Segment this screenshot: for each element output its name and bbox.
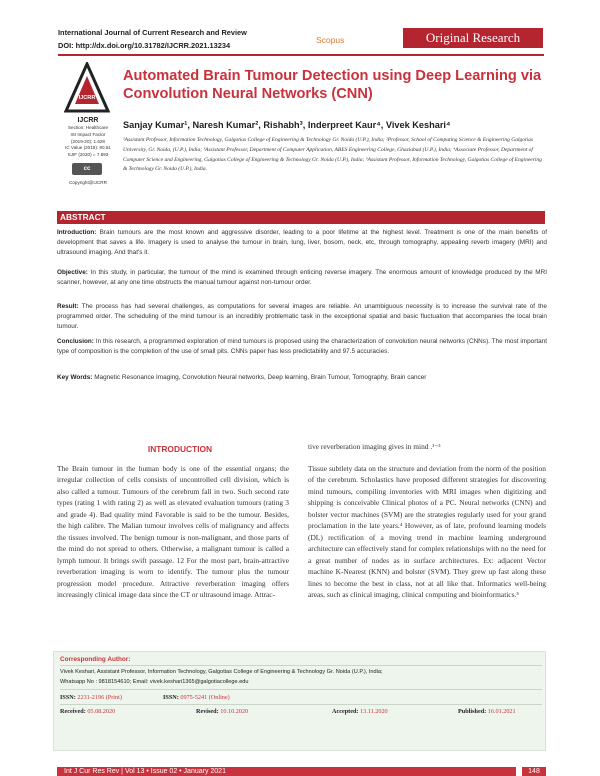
date-label: Received: — [60, 708, 86, 715]
metric-line: Section: Healthcare — [67, 125, 109, 130]
copyright-text: Copyright@IJCRR — [69, 180, 107, 185]
cc-license-icon: cc — [72, 163, 102, 175]
date-value: 10.10.2020 — [220, 708, 249, 715]
journal-name: International Journal of Current Research and Review — [58, 28, 247, 37]
correspondence-box — [53, 651, 546, 751]
abstract-label: Introduction: — [57, 229, 97, 236]
abstract-label: Conclusion: — [57, 338, 94, 345]
divider — [60, 689, 542, 690]
abstract-text: The process has had several challenges, as computations for several images are reliable. An unambiguous necessity is to increase the survival rate of the programmed order. The scheduling of the mind tumour is an incredibly problematic task in the exceptional spatial and basic fluctuation that accompanies the local brain tumour. — [57, 303, 547, 330]
abstract-result — [57, 302, 547, 332]
divider — [60, 665, 542, 666]
issn-value: 0975-5241 (Online) — [180, 694, 230, 701]
intro-right-continuation: tive reverberation imaging gives in mind .¹⁻³ — [308, 442, 441, 451]
abstract-text: Brain tumours are the most known and aggressive disorder, leading to a poor lifetime at the highest level. Treatment is one of the main benefits of development that saves a life. Imagery is used to analyse the tumour in brain, lung, liver, bosom, neck, etc, through tomography, appealing reverb imagery (MRI) and ultrasound imaging. And that's it. — [57, 229, 547, 256]
metric-line: (2019-20): 1.628 — [71, 138, 105, 144]
corresponding-author-title: Corresponding Author: — [60, 656, 131, 663]
corresponding-author-contact: Whatsapp No : 9818154610; Email: vivek.keshari1365@galgotiacollege.edu — [60, 679, 249, 685]
journal-metrics — [56, 116, 120, 159]
journal-abbrev: IJCRR — [77, 117, 99, 124]
metric-line: IC Value (2019): 90.81 — [65, 145, 111, 151]
abstract-label: Key Words: — [57, 374, 93, 381]
abstract-text: In this study, in particular, the tumour of the mind is examined through enticing reverse imagery. The enormous amount of knowledge produced by the MRI scanner, however, at any one time obstructs the manual tumour against non-tumour order. — [57, 269, 547, 286]
metric-line: ISI Impact Factor — [70, 131, 106, 137]
doi-link[interactable]: DOI: http://dx.doi.org/10.31782/IJCRR.2021.13234 — [58, 41, 231, 50]
issn-online — [163, 694, 230, 701]
abstract-keywords — [57, 373, 547, 383]
logo-letters: IJCRR — [78, 95, 96, 101]
ijcrr-logo-icon — [64, 62, 110, 114]
introduction-heading: INTRODUCTION — [147, 444, 213, 454]
abstract-objective — [57, 268, 547, 288]
author-affiliations: ¹Assistant Professor, Information Technology, Galgotias College of Engineering & Technology Gr. Noida (U.P.), India; ²Professor, School of Computing Science & Engineering Galgotias University, Gr. Noida, (U.P.), India; ³Assistant Professor, Department of Computer Application, ABES Engineering College, Ghaziabad (U.P.), India; ⁴Associate Professor, Department of Computer Science and Engineering, Galgotias College of Engineering & Technology Gr. Noida (U.P.), India; ⁵Assistant Professor, Information Technology, Galgotias College of Engineering & Technology Gr. Noida (U.P.), India. — [123, 137, 542, 173]
abstract-conclusion — [57, 337, 547, 357]
accepted-date — [332, 708, 388, 715]
abstract-label: Result: — [57, 303, 79, 310]
footer-citation: Int J Cur Res Rev | Vol 13 • Issue 02 • January 2021 — [64, 768, 226, 775]
author-list: Sanjay Kumar¹, Naresh Kumar², Rishabh³, Inderpreet Kaur⁴, Vivek Keshari⁴ — [123, 120, 451, 130]
header-rule — [58, 54, 544, 56]
published-date — [458, 708, 516, 715]
intro-right-column: Tissue subtlety data on the structure and deviation from the norm of the position of the cerebrum. Scholastics have proposed different strategies for discovering mind tumours, compiling inventories with MRI images when digitizing and shipping is conceivable Clinical photos of a PC. Neural networks (CNN) and bolster vector machines (SVM) are the strategies regularly used for your grand proclamation in the late years.⁴ However, as of late, profound learning models (DL) rectification of a moving trend in machine learning underground architecture can effectively stand for complex relationships with no the need for a great number of nodes as in surface architectures. Ex: adjacent Vector machine K-Nearest (KNN) and bolster (SVM). They grew up fast along these lines to become the best in class, not at all like that. Informatics well-being areas, such as clinical imaging, clinical computing and bioinformatics.⁵ — [308, 464, 546, 599]
divider — [60, 704, 542, 705]
issn-value: 2231-2196 (Print) — [77, 694, 122, 701]
article-title: Automated Brain Tumour Detection using Deep Learning via Convolution Neural Networks (CNN) — [123, 68, 542, 102]
date-label: Revised: — [196, 708, 219, 715]
received-date — [60, 708, 115, 715]
abstract-heading: ABSTRACT — [57, 211, 545, 224]
date-value: 13.11.2020 — [360, 708, 388, 715]
issn-label: ISSN: — [163, 694, 179, 701]
issn-print — [60, 694, 122, 701]
page-number: 148 — [522, 767, 546, 776]
metric-line: SJIF (2020) = 7.893 — [67, 152, 109, 158]
date-label: Published: — [458, 708, 487, 715]
abstract-label: Objective: — [57, 269, 88, 276]
abstract-text: In this research, a programmed exploration of mind tumours is proposed using the characterization of convolution neural networks (CNNs). The most important type of composition is the completion of the use of small pits. CNNs paper has less predictability and 97.5 accuracies. — [57, 338, 547, 355]
abstract-introduction — [57, 228, 547, 258]
scopus-label: Scopus — [316, 35, 345, 45]
article-type-badge: Original Research — [403, 28, 543, 48]
date-value: 05.08.2020 — [87, 708, 116, 715]
date-label: Accepted: — [332, 708, 359, 715]
abstract-text: Magnetic Resonance Imaging, Convolution Neural networks, Deep learning, Brain Tumour, Tomography, Brain cancer — [94, 374, 427, 381]
issn-label: ISSN: — [60, 694, 76, 701]
corresponding-author-details: Vivek Keshari, Assistant Professor, Information Technology, Galgotias College of Engineering & Technology Gr. Noida (U.P.), India; — [60, 669, 383, 675]
intro-left-column: The Brain tumour in the human body is one of the essential organs; the irregular collection of cells consists of uncontrolled cell division, which is also called a tumour. Tumours of the cerebrum fall in two. Such second rate types (rating 1 with rating 2) as well as elevated evaluation tumours (rating 3 and grade 4). Bad quality mind Favorable is said to be the tumour. Besides, the high calibre. The Malian tumour involves cells of malignancy and affects the tissues involved. The benign tumour is non-malignant, and those parts of the mind do not spread to others. Otherwise, a malignant tumour is called a lymph tumour. It brings swift passage. 12 For the most part, brain-attractive reverberation imaging is worn to identify. The tumour plus the tumour progression model procedure. Attractive reverberation imaging offers increasingly clinical image data since the CT or ultrasound image. Attrac- — [57, 464, 289, 599]
revised-date — [196, 708, 248, 715]
date-value: 16.01.2021 — [487, 708, 516, 715]
